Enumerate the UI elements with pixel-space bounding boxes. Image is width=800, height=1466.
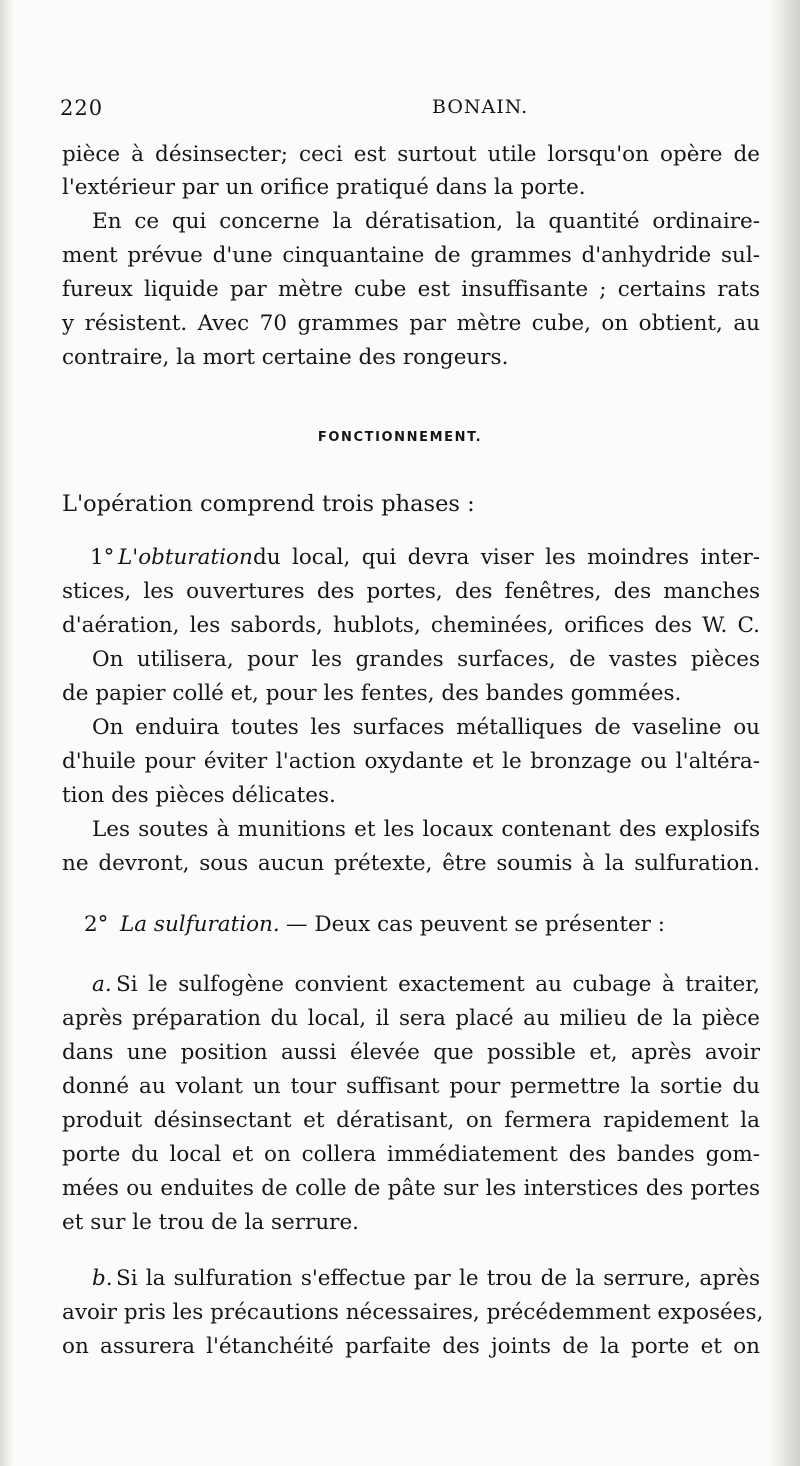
line-text: du local, qui devra viser les moindres inter- — [253, 545, 760, 570]
line-text: dans une position aussi élevée que possible et, après avoir — [62, 1040, 760, 1065]
line-text: donné au volant un tour suffisant pour permettre la sortie du — [62, 1074, 760, 1099]
line-text: ment prévue d'une cinquantaine de grammes d'anhydride sul- — [62, 243, 760, 268]
page-number: 220 — [60, 96, 104, 120]
sub-item-letter: b. — [92, 1266, 113, 1291]
line-text: contraire, la mort certaine des rongeurs. — [62, 345, 509, 370]
item-number: 2° — [84, 912, 109, 937]
line-text: mées ou enduites de colle de pâte sur les interstices des portes — [62, 1176, 760, 1201]
item-title: L'obturation — [118, 545, 253, 570]
line-text: y résistent. Avec 70 grammes par mètre cube, on obtient, au — [62, 311, 760, 336]
item-title: La sulfuration. — [120, 912, 280, 937]
line-text: — Deux cas peuvent se présenter : — [286, 912, 666, 937]
line-text: ne devront, sous aucun prétexte, être soumis à la sulfuration. — [62, 851, 760, 876]
line-text: On utilisera, pour les grandes surfaces, de vastes pièces — [92, 647, 760, 672]
line-text: après préparation du local, il sera placé au milieu de la pièce — [62, 1006, 760, 1031]
line-text: Les soutes à munitions et les locaux contenant des explosifs — [92, 817, 760, 842]
page-left-shadow — [0, 0, 14, 1466]
line-text: produit désinsectant et dératisant, on fermera rapidement la — [62, 1108, 760, 1133]
line-text: stices, les ouvertures des portes, des fenêtres, des manches — [62, 579, 760, 604]
page-right-shadow — [770, 0, 800, 1466]
line-text: En ce qui concerne la dératisation, la quantité ordinaire- — [92, 209, 760, 234]
line-text: On enduira toutes les surfaces métalliques de vaseline ou — [92, 715, 760, 740]
line-text: d'aération, les sabords, hublots, cheminées, orifices des W. C. — [62, 613, 760, 638]
line-text: de papier collé et, pour les fentes, des bandes gommées. — [62, 681, 682, 706]
running-head: BONAIN. — [432, 96, 529, 118]
line-text: et sur le trou de la serrure. — [62, 1210, 360, 1235]
page-header — [60, 96, 760, 126]
sub-item-letter: a. — [92, 972, 112, 997]
line-text: d'huile pour éviter l'action oxydante et le bronzage ou l'altéra- — [62, 749, 760, 774]
line-text: l'extérieur par un orifice pratiqué dans la porte. — [62, 175, 586, 200]
line-text: avoir pris les précautions nécessaires, précédemment exposées, — [62, 1300, 764, 1325]
line-text: tion des pièces délicates. — [62, 783, 336, 808]
section-title: FONCTIONNEMENT. — [317, 430, 483, 445]
line-text: porte du local et on collera immédiatement des bandes gom- — [62, 1142, 760, 1167]
line-text: Si la sulfuration s'effectue par le trou de la serrure, après — [116, 1266, 760, 1291]
item-number: 1° — [90, 545, 115, 570]
line-text: pièce à désinsecter; ceci est surtout utile lorsqu'on opère de — [62, 142, 760, 167]
line-text: Si le sulfogène convient exactement au cubage à traiter, — [116, 972, 760, 997]
line-text: fureux liquide par mètre cube est insuffisante ; certains rats — [62, 277, 760, 302]
line-text: L'opération comprend trois phases : — [62, 491, 475, 517]
line-text: on assurera l'étanchéité parfaite des joints de la porte et on — [62, 1334, 760, 1359]
